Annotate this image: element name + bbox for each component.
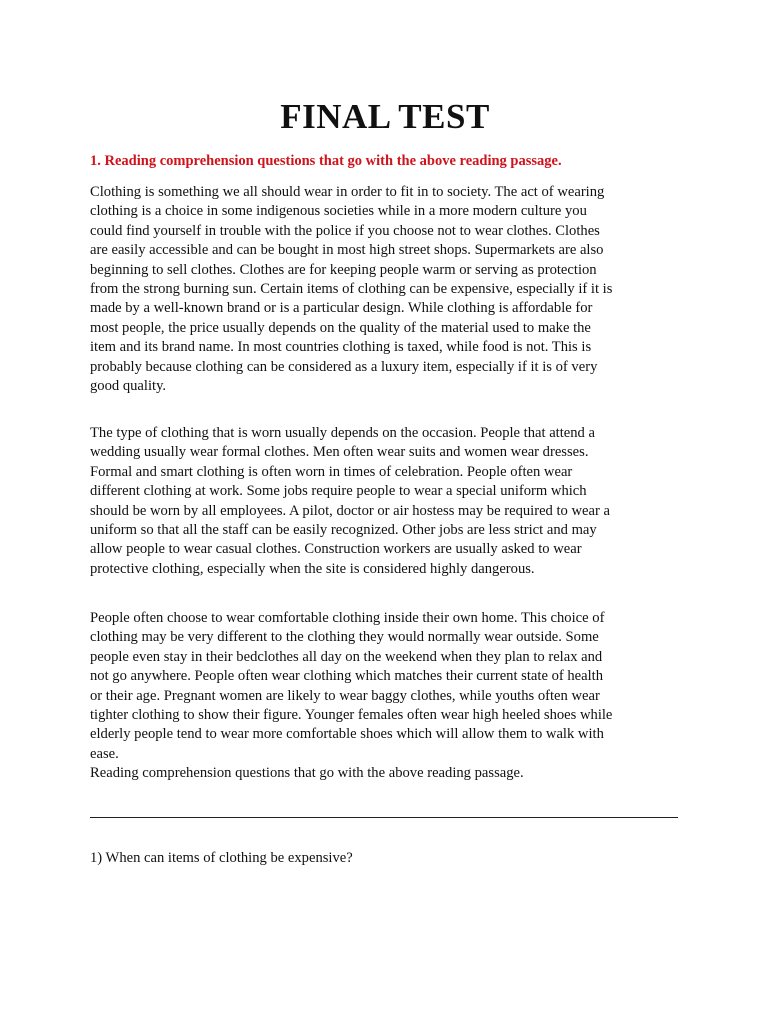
paragraph-line: Formal and smart clothing is often worn in times of celebration. People often wear	[90, 463, 573, 480]
paragraph-3	[90, 609, 680, 784]
paragraph-line: item and its brand name. In most countries clothing is taxed, while food is not. This is	[90, 339, 592, 356]
paragraph-line: allow people to wear casual clothes. Construction workers are usually asked to wear	[90, 541, 582, 558]
paragraph-line: elderly people tend to wear more comfortable shoes which will allow them to walk with	[90, 726, 604, 743]
paragraph-line: good quality.	[90, 378, 167, 395]
paragraph-line: protective clothing, especially when the site is considered highly dangerous.	[90, 560, 535, 577]
paragraph-1	[90, 183, 680, 396]
paragraph-line: people even stay in their bedclothes all day on the weekend when they plan to relax and	[90, 648, 603, 665]
paragraph-line: ease.	[90, 745, 119, 762]
paragraph-line: clothing may be very different to the clothing they would normally wear outside. Some	[90, 629, 599, 646]
paragraph-line: clothing is a choice in some indigenous societies while in a more modern culture you	[90, 203, 587, 220]
paragraph-line: or their age. Pregnant women are likely to wear baggy clothes, while youths often wear	[90, 687, 600, 704]
paragraph-line: The type of clothing that is worn usually depends on the occasion. People that attend a	[90, 425, 595, 441]
paragraph-line: beginning to sell clothes. Clothes are for keeping people warm or serving as protection	[90, 261, 597, 278]
section-divider	[90, 817, 678, 818]
paragraph-line: could find yourself in trouble with the police if you choose not to wear clothes. Clothes	[90, 222, 600, 239]
paragraph-line: not go anywhere. People often wear clothing which matches their current state of health	[90, 668, 604, 685]
paragraph-line: different clothing at work. Some jobs require people to wear a special uniform which	[90, 483, 587, 500]
section-heading: 1. Reading comprehension questions that go with the above reading passage.	[90, 153, 562, 169]
question-1: 1) When can items of clothing be expensive?	[90, 850, 353, 866]
paragraph-line: wedding usually wear formal clothes. Men often wear suits and women wear dresses.	[90, 444, 589, 461]
paragraph-line: from the strong burning sun. Certain items of clothing can be expensive, especially if it is	[90, 281, 613, 298]
paragraph-line: probably because clothing can be considered as a luxury item, especially if it is of very	[90, 358, 598, 375]
page-title: FINAL TEST	[280, 97, 490, 136]
paragraph-2	[90, 424, 680, 579]
paragraph-line: should be worn by all employees. A pilot, doctor or air hostess may be required to wear a	[90, 502, 610, 519]
paragraph-line: most people, the price usually depends on the quality of the material used to make the	[90, 319, 591, 336]
paragraph-line: are easily accessible and can be bought in most high street shops. Supermarkets are also	[90, 242, 604, 259]
paragraph-line: People often choose to wear comfortable clothing inside their own home. This choice of	[90, 610, 605, 626]
paragraph-line: uniform so that all the staff can be easily recognized. Other jobs are less strict and may	[90, 522, 597, 539]
paragraph-line: Reading comprehension questions that go with the above reading passage.	[90, 765, 524, 782]
paragraph-line: made by a well-known brand or is a particular design. While clothing is affordable for	[90, 300, 593, 317]
paragraph-line: tighter clothing to show their figure. Younger females often wear high heeled shoes while	[90, 707, 613, 724]
paragraph-line: Clothing is something we all should wear in order to fit in to society. The act of wearing	[90, 184, 605, 200]
